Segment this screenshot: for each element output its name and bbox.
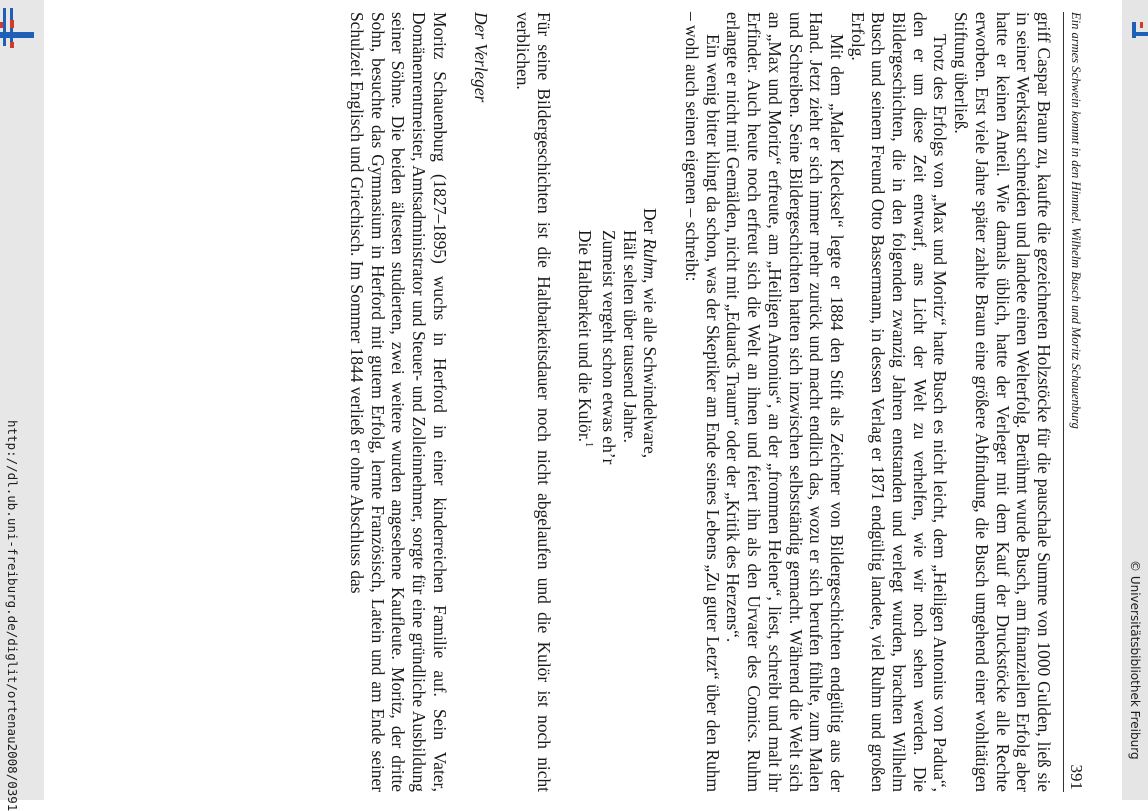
paragraph: Moritz Schauenburg (1827–1895) wuchs in Herford in einer kinderreichen Familie auf. Sein Vater, Domänenrentmeister, Amtsadministrator und Steuer- und Zolleinnehmer, sorgte für eine gründliche Ausbildung seiner Söhne. Die beiden ältesten studierten, zwei weitere wurden angesehene Kaufleute. Moritz, der dritte Sohn, besuchte das Gymnasium in Herford mit gutem Erfolg, lernte Französisch, Latein und am Ende seiner Schulzeit Englisch und Griechisch. Im Sommer 1844 verließ er ohne Abschluss das [346, 12, 450, 792]
section-heading: Der Verleger [471, 12, 492, 103]
running-title: Ein armes Schwein kommt in den Himmel. Wilhelm Busch und Moritz Schauenburg [1069, 12, 1083, 429]
poem-line: Hält selten über tausend Jahre. [619, 230, 640, 443]
paragraph: Ein wenig bitter klingt da schon, was der Skeptiker am Ende seines Lebens „Zu guter Letzt“ über den Ruhm – wohl auch seinen eigenen – schreibt: [682, 12, 723, 792]
copyright-notice-right: © Universitätsbibliothek Freiburg [1128, 560, 1142, 760]
paragraph: Mit dem „Maler Klecksel“ legte er 1884 den Stift als Zeichner von Bildergeschichten endgültig aus der Hand. Jetzt zieht er sich immer mehr zurück und macht endlich das, wozu er sich berufen fühlte, zum Malen und Schreiben. Seine Bildergeschichten hatten sich inzwischen selbstständig gemacht. Während die Welt sich an „Max und Moritz“ erfreute, am „Heiligen Antonius“, an der „frommen Helene“, liest, schreibt und malt ihr Erfinder. Auch heute noch erfreut sich die Welt an ihnen und feiert ihn als den Urvater des Comics. Ruhm erlangte er nicht mit Gemälden, nicht mit „Eduards Traum“ oder der „Kritik des Herzens“. [723, 12, 847, 792]
poem-line: Die Haltbarkeit und die Kulör.$^1$ [575, 230, 596, 448]
running-header [1063, 12, 1092, 792]
page-number: 391 [1067, 764, 1086, 790]
poem [575, 208, 661, 792]
paragraph: griff Caspar Braun zu, kaufte die gezeichneten Holzstöcke für die pauschale Summe von 1000 Gulden, ließ sie in seiner Werkstatt schneiden und landete einen Welterfolg. Berühmt wurde Busch, am finanziellen Erfolg aber hatte er keinen Anteil. Wie damals üblich, hatte der Verleger mit dem Kauf der Druckstöcke alle Rechte erworben. Erst viele Jahre später zahlte Braun eine größere Abfindung, die Busch umgehend einer wohltätigen Stiftung überließ. [951, 12, 1054, 792]
body-text [346, 12, 1054, 792]
library-logo-icon [0, 0, 44, 52]
paragraph: Trotz des Erfolgs von „Max und Moritz“ hatte Busch es nicht leicht, dem „Heiligen Antonius von Padua“, den er um diese Zeit entwarf, ans Licht der Welt zu verhelfen, wie wir noch sehen werden. Die Bildergeschichten, die in den folgenden zwanzig Jahren entstanden und verlegt wurden, brachten Wilhelm Busch und seinem Freund Otto Bassermann, in dessen Verlag er 1871 endgültig landete, viel Ruhm und großen Erfolg. [847, 12, 951, 792]
poem-line: Zumeist vergeht schon etwas eh’r [598, 230, 619, 465]
document-page [52, 12, 1092, 792]
footnote-marker[interactable]: 1 [583, 442, 595, 448]
document-url[interactable]: http://dl.ub.uni-freiburg.de/diglit/ortenau2008/0391 [5, 420, 20, 811]
library-logo-icon-right [1132, 22, 1148, 42]
poem-line: Der Ruhm, wie alle Schwindelware, [640, 208, 661, 459]
paragraph: Für seine Bildergeschichten ist die Haltbarkeitsdauer noch nicht abgelaufen und die Kulör ist noch nicht verblichen. [513, 12, 554, 792]
